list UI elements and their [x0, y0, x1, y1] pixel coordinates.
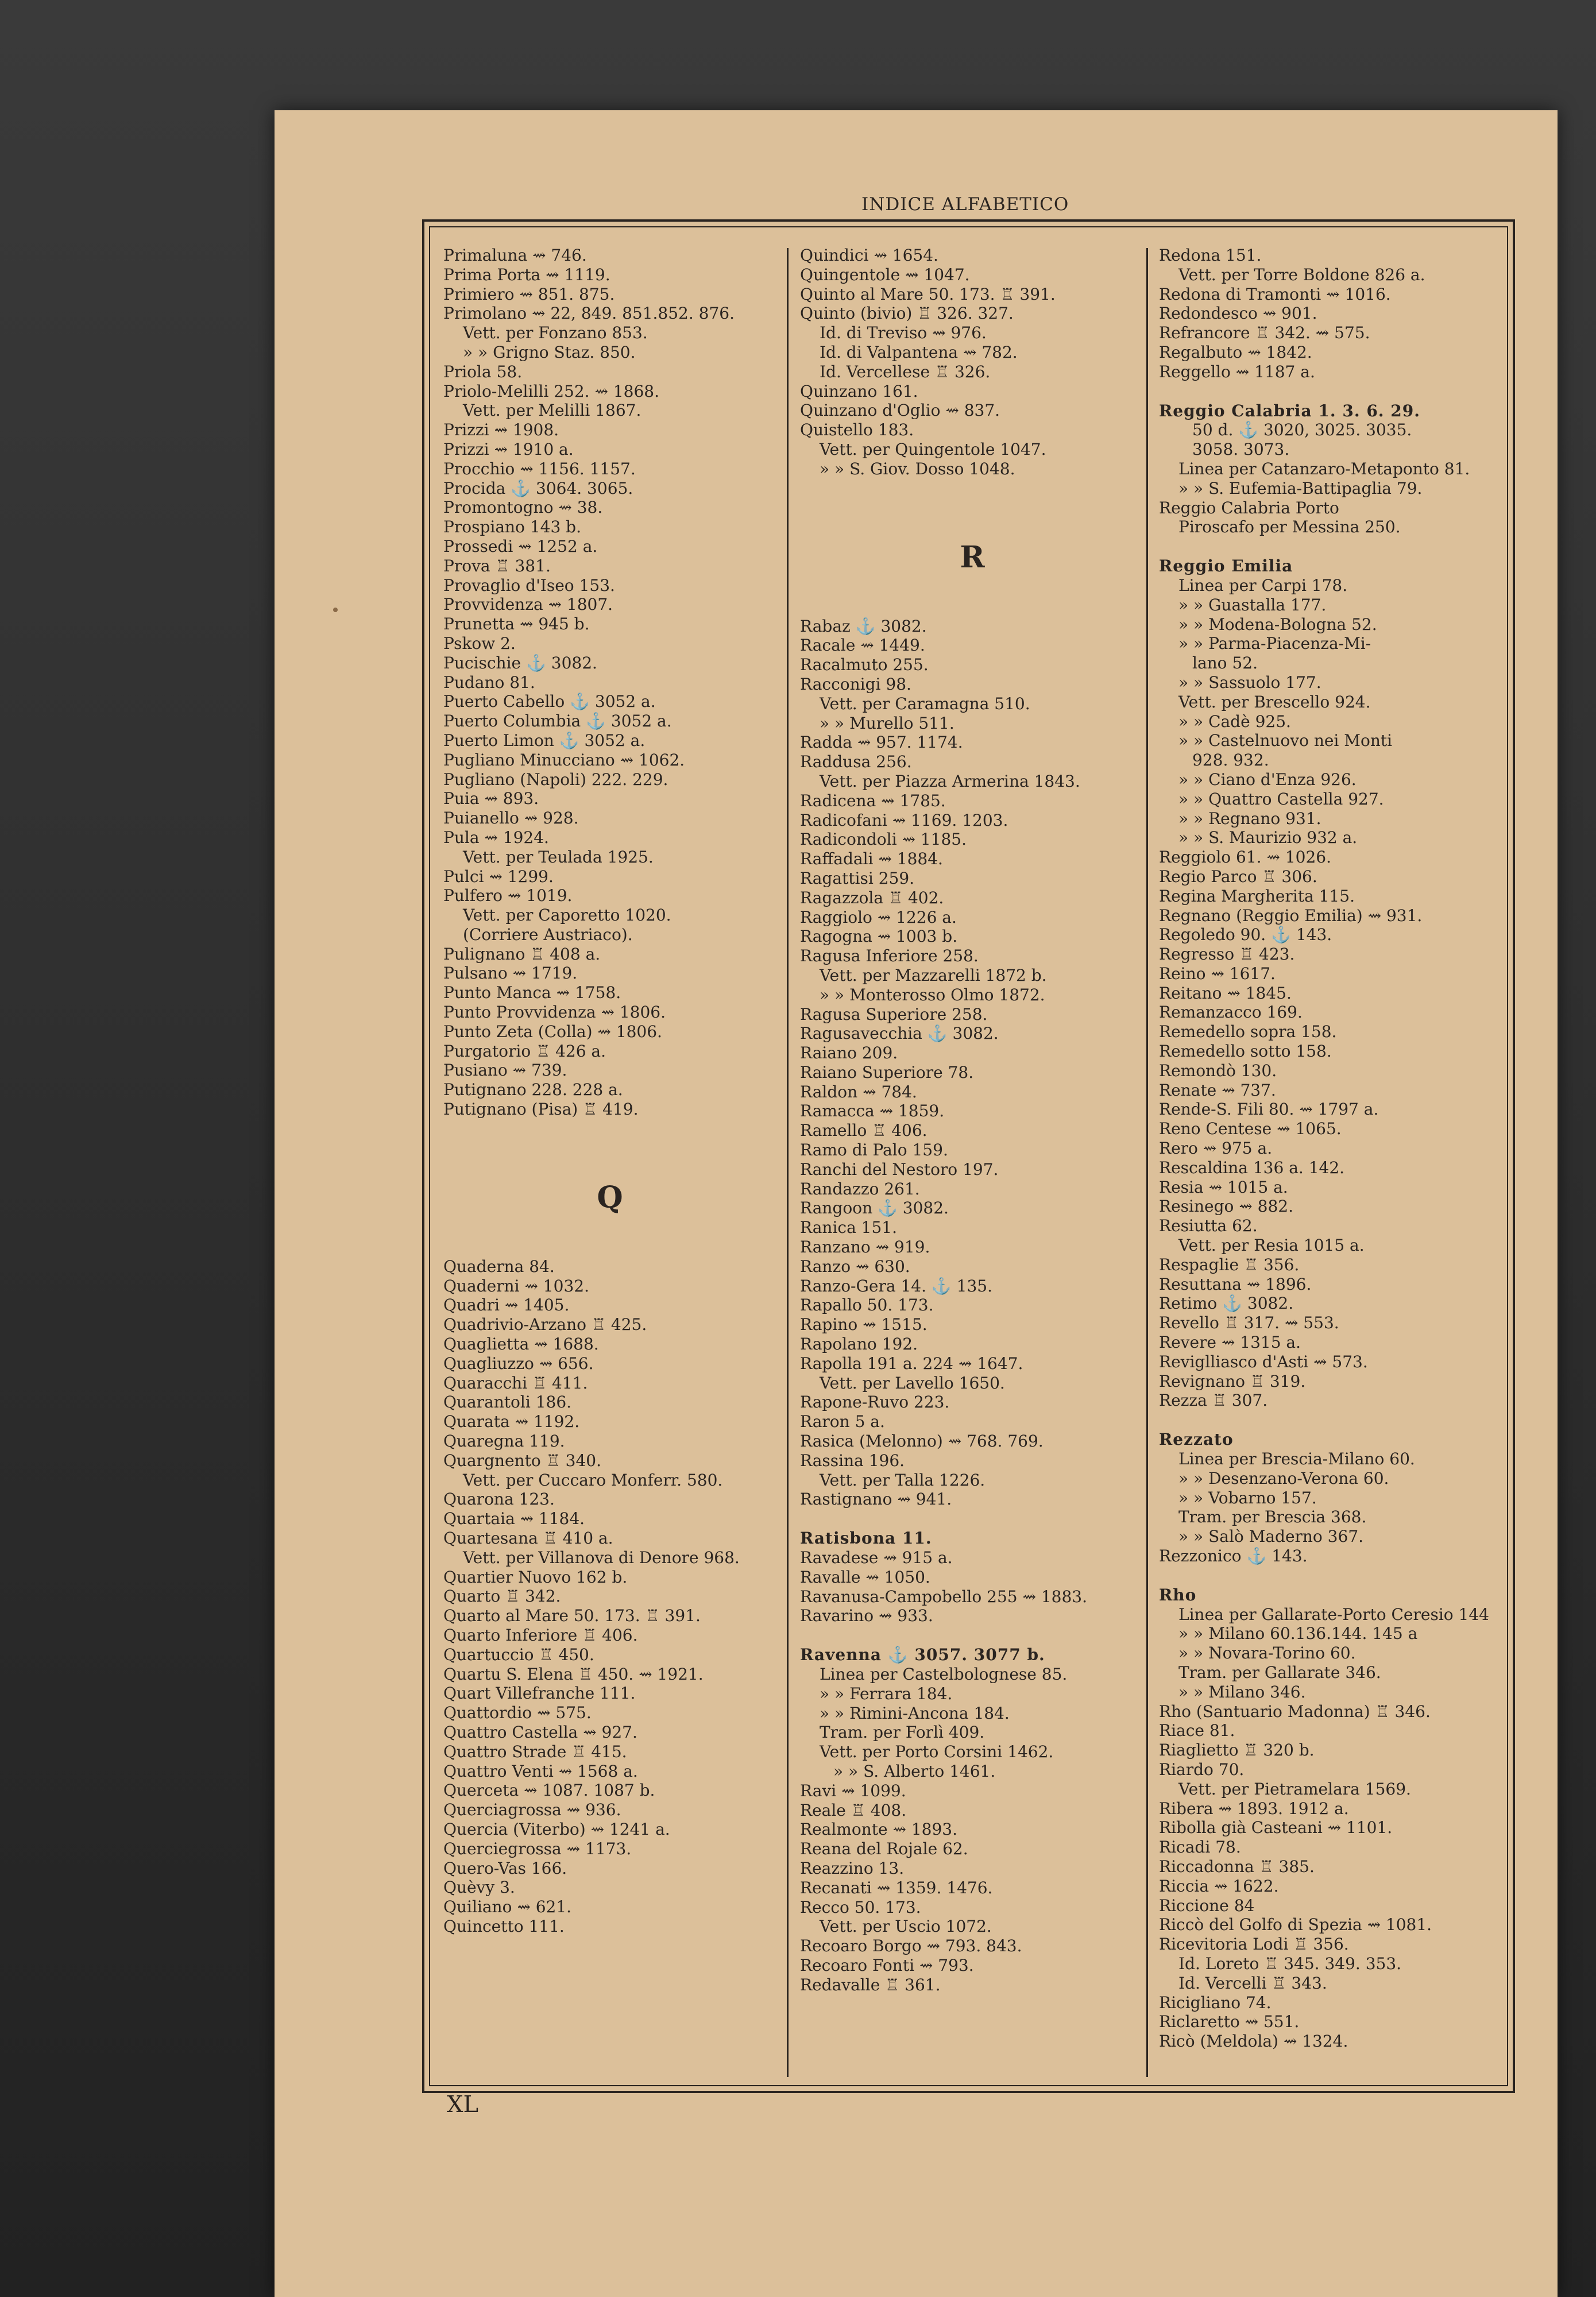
- index-entry: Primiero ⇝ 851. 875.: [443, 284, 615, 304]
- index-entry: Remedello sotto 158.: [1159, 1042, 1332, 1061]
- index-entry: Ricigliano 74.: [1159, 1993, 1272, 2012]
- index-entry: 3058. 3073.: [1192, 440, 1290, 459]
- index-entry: Ragazzola ♖ 402.: [800, 888, 944, 907]
- index-entry: Riccò del Golfo di Spezia ⇝ 1081.: [1159, 1915, 1432, 1935]
- index-entry: Ragusa Superiore 258.: [800, 1004, 988, 1024]
- index-entry: Reggio Calabria Porto: [1159, 498, 1339, 517]
- index-entry: Tram. per Forlì 409.: [820, 1723, 985, 1742]
- index-entry: » » Grigno Staz. 850.: [463, 342, 636, 362]
- spacer: [1159, 382, 1504, 401]
- index-entry: Provaglio d'Iseo 153.: [443, 575, 615, 595]
- index-entry: Recoaro Borgo ⇝ 793. 843.: [800, 1936, 1022, 1956]
- paper-spot: [333, 608, 338, 612]
- index-entry: » » Guastalla 177.: [1178, 595, 1327, 614]
- index-entry: Quarto ♖ 342.: [443, 1587, 561, 1606]
- index-entry: Ribolla già Casteani ⇝ 1101.: [1159, 1818, 1393, 1838]
- index-entry: Reggio Calabria 1. 3. 6. 29.: [1159, 401, 1421, 420]
- index-entry: Ranica 151.: [800, 1218, 898, 1238]
- index-entry: Riclaretto ⇝ 551.: [1159, 2012, 1300, 2032]
- index-entry: Retimo ⚓ 3082.: [1159, 1294, 1294, 1313]
- index-entry: Resinego ⇝ 882.: [1159, 1197, 1293, 1216]
- index-entry: Id. di Treviso ⇝ 976.: [820, 323, 987, 343]
- index-entry: Quarto Inferiore ♖ 406.: [443, 1626, 638, 1645]
- index-entry: Linea per Castelbolognese 85.: [820, 1665, 1068, 1684]
- index-entry: Ravarino ⇝ 933.: [800, 1606, 933, 1626]
- index-entry: Pulignano ♖ 408 a.: [443, 944, 601, 964]
- index-entry: Putignano (Pisa) ♖ 419.: [443, 1100, 639, 1119]
- index-entry: Linea per Gallarate-Porto Ceresio 144: [1178, 1604, 1489, 1624]
- index-entry: Tram. per Brescia 368.: [1178, 1507, 1367, 1527]
- index-entry: Rezza ♖ 307.: [1159, 1391, 1268, 1410]
- index-entry: Putignano 228. 228 a.: [443, 1080, 623, 1100]
- index-entry: Regina Margherita 115.: [1159, 886, 1355, 906]
- index-entry: Quincetto 111.: [443, 1916, 565, 1936]
- spacer: [443, 1238, 776, 1257]
- index-entry: Quattro Strade ♖ 415.: [443, 1742, 627, 1761]
- index-entry: Raldon ⇝ 784.: [800, 1082, 917, 1101]
- index-entry: Reitano ⇝ 1845.: [1159, 983, 1292, 1003]
- index-entry: Quèvy 3.: [443, 1878, 515, 1897]
- index-entry: Linea per Carpi 178.: [1178, 575, 1348, 595]
- index-entry: Ranzano ⇝ 919.: [800, 1238, 930, 1257]
- index-entry: Puianello ⇝ 928.: [443, 809, 579, 828]
- index-entry: Quistello 183.: [800, 420, 914, 440]
- index-entry: Ricadi 78.: [1159, 1838, 1241, 1857]
- index-entry: Vett. per Resia 1015 a.: [1178, 1236, 1365, 1255]
- index-entry: Rastignano ⇝ 941.: [800, 1490, 952, 1509]
- index-entry: Regnano (Reggio Emilia) ⇝ 931.: [1159, 906, 1423, 925]
- index-entry: Ricò (Meldola) ⇝ 1324.: [1159, 2032, 1348, 2051]
- index-entry: Vett. per Quingentole 1047.: [820, 439, 1046, 459]
- spacer: [800, 1626, 1145, 1645]
- index-entry: Ranzo ⇝ 630.: [800, 1256, 910, 1276]
- index-entry: Querceta ⇝ 1087. 1087 b.: [443, 1781, 655, 1800]
- index-entry: Ranzo-Gera 14. ⚓ 135.: [800, 1276, 992, 1296]
- index-entry: Raffadali ⇝ 1884.: [800, 849, 943, 869]
- index-entry: Riardo 70.: [1159, 1760, 1245, 1779]
- index-entry: Quartaia ⇝ 1184.: [443, 1509, 585, 1529]
- index-entry: Prizzi ⇝ 1908.: [443, 420, 559, 440]
- index-entry: Rapino ⇝ 1515.: [800, 1315, 928, 1335]
- index-entry: Remondò 130.: [1159, 1061, 1277, 1080]
- spacer: [443, 1139, 776, 1158]
- spacer: [443, 1158, 776, 1178]
- index-entry: Redondesco ⇝ 901.: [1159, 304, 1317, 323]
- index-entry: Racconigi 98.: [800, 674, 911, 694]
- spacer: [800, 597, 1145, 617]
- index-entry: Recoaro Fonti ⇝ 793.: [800, 1955, 974, 1975]
- index-entry: Quarona 123.: [443, 1490, 555, 1509]
- index-entry: Raron 5 a.: [800, 1412, 885, 1432]
- index-entry: Raddusa 256.: [800, 752, 912, 772]
- index-entry: Riccadonna ♖ 385.: [1159, 1857, 1315, 1876]
- spacer: [443, 1218, 776, 1238]
- index-entry: » » Desenzano-Verona 60.: [1178, 1468, 1389, 1488]
- page-header: INDICE ALFABETICO: [861, 194, 1069, 215]
- index-entry: » » S. Giov. Dosso 1048.: [820, 459, 1015, 478]
- index-entry: Ranchi del Nestoro 197.: [800, 1159, 999, 1179]
- index-entry: Priolo-Melilli 252. ⇝ 1868.: [443, 381, 659, 401]
- index-entry: Remedello sopra 158.: [1159, 1022, 1337, 1042]
- index-entry: Rabaz ⚓ 3082.: [800, 616, 927, 636]
- index-entry: Rapolano 192.: [800, 1335, 918, 1354]
- index-entry: Ravadese ⇝ 915 a.: [800, 1548, 953, 1568]
- index-entry: Radicofani ⇝ 1169. 1203.: [800, 810, 1008, 830]
- index-entry: Rescaldina 136 a. 142.: [1159, 1158, 1345, 1177]
- index-entry: Ravanusa-Campobello 255 ⇝ 1883.: [800, 1587, 1087, 1606]
- index-entry: Pusiano ⇝ 739.: [443, 1061, 567, 1080]
- index-entry: Vett. per Pietramelara 1569.: [1178, 1779, 1411, 1799]
- index-entry: Vett. per Piazza Armerina 1843.: [820, 771, 1080, 791]
- index-entry: Quaglietta ⇝ 1688.: [443, 1335, 599, 1354]
- index-entry: Ribera ⇝ 1893. 1912 a.: [1159, 1799, 1349, 1818]
- index-entry: Resia ⇝ 1015 a.: [1159, 1177, 1288, 1197]
- index-entry: Primolano ⇝ 22, 849. 851.852. 876.: [443, 304, 735, 323]
- index-entry: Rezzato: [1159, 1430, 1234, 1449]
- index-entry: Randazzo 261.: [800, 1179, 920, 1198]
- index-entry: Rapallo 50. 173.: [800, 1296, 934, 1315]
- index-entry: » » Vobarno 157.: [1178, 1488, 1317, 1507]
- index-entry: Racale ⇝ 1449.: [800, 636, 925, 655]
- index-entry: Id. Loreto ♖ 345. 349. 353.: [1178, 1954, 1402, 1973]
- index-entry: Raggiolo ⇝ 1226 a.: [800, 907, 957, 927]
- index-entry: Tram. per Gallarate 346.: [1178, 1662, 1381, 1682]
- column-divider: [787, 248, 789, 2077]
- index-entry: Quagliuzzo ⇝ 656.: [443, 1354, 594, 1373]
- index-entry: Resuttana ⇝ 1896.: [1159, 1274, 1312, 1294]
- index-entry: » » Sassuolo 177.: [1178, 672, 1321, 692]
- index-entry: Rassina 196.: [800, 1451, 905, 1470]
- index-entry: Rasica (Melonno) ⇝ 768. 769.: [800, 1432, 1044, 1451]
- index-entry: Quarantoli 186.: [443, 1393, 572, 1412]
- index-entry: Quartuccio ♖ 450.: [443, 1645, 594, 1664]
- index-entry: Respaglie ♖ 356.: [1159, 1255, 1300, 1274]
- index-entry: Revere ⇝ 1315 a.: [1159, 1333, 1301, 1352]
- index-entry: Rapolla 191 a. 224 ⇝ 1647.: [800, 1354, 1023, 1373]
- index-entry: Racalmuto 255.: [800, 655, 929, 675]
- index-entry: 928. 932.: [1192, 751, 1269, 770]
- index-entry: Procida ⚓ 3064. 3065.: [443, 478, 633, 498]
- index-entry: Riccione 84: [1159, 1896, 1255, 1915]
- index-entry: Ratisbona 11.: [800, 1529, 932, 1548]
- index-entry: » » Parma-Piacenza-Mi-: [1178, 634, 1371, 653]
- index-entry: Id. Vercelli ♖ 343.: [1178, 1973, 1327, 1993]
- index-entry: Prima Porta ⇝ 1119.: [443, 265, 610, 284]
- index-entry: lano 52.: [1192, 653, 1258, 673]
- index-entry: Pucischie ⚓ 3082.: [443, 653, 597, 672]
- index-entry: » » Rimini-Ancona 184.: [820, 1703, 1010, 1723]
- spacer: [1159, 1410, 1504, 1430]
- index-entry: Reana del Rojale 62.: [800, 1839, 968, 1859]
- index-entry: Puerto Limon ⚓ 3052 a.: [443, 730, 646, 750]
- index-entry: Quadri ⇝ 1405.: [443, 1296, 570, 1315]
- index-entry: » » Murello 511.: [820, 713, 954, 733]
- index-entry: Quingentole ⇝ 1047.: [800, 265, 970, 284]
- index-entry: Pudano 81.: [443, 672, 535, 692]
- index-entry: Pulsano ⇝ 1719.: [443, 964, 578, 983]
- index-entry: Vett. per Mazzarelli 1872 b.: [820, 965, 1047, 985]
- index-entry: Quercia (Viterbo) ⇝ 1241 a.: [443, 1819, 670, 1839]
- index-entry: Punto Manca ⇝ 1758.: [443, 983, 621, 1003]
- index-entry: Ragusa Inferiore 258.: [800, 946, 979, 966]
- index-entry: Quargnento ♖ 340.: [443, 1451, 601, 1470]
- index-entry: Id. Vercellese ♖ 326.: [820, 362, 991, 381]
- index-entry: Provvidenza ⇝ 1807.: [443, 595, 613, 614]
- index-entry: Revello ♖ 317. ⇝ 553.: [1159, 1313, 1339, 1333]
- index-entry: Ravalle ⇝ 1050.: [800, 1567, 930, 1587]
- section-letter: R: [960, 539, 985, 575]
- index-entry: Quaregna 119.: [443, 1432, 565, 1451]
- index-entry: Vett. per Uscio 1072.: [820, 1917, 992, 1936]
- index-entry: Quattro Venti ⇝ 1568 a.: [443, 1761, 638, 1781]
- index-entry: Vett. per Cuccaro Monferr. 580.: [463, 1470, 723, 1490]
- index-entry: Prunetta ⇝ 945 b.: [443, 614, 590, 634]
- index-entry: Remanzacco 169.: [1159, 1003, 1303, 1022]
- index-entry: Rho (Santuario Madonna) ♖ 346.: [1159, 1702, 1431, 1721]
- index-entry: Redona 151.: [1159, 246, 1262, 265]
- index-entry: » » Monterosso Olmo 1872.: [820, 985, 1045, 1004]
- index-entry: Quadrivio-Arzano ♖ 425.: [443, 1315, 647, 1335]
- index-entry: Reale ♖ 408.: [800, 1800, 907, 1820]
- index-entry: » » S. Maurizio 932 a.: [1178, 828, 1358, 848]
- index-entry: Quaderni ⇝ 1032.: [443, 1276, 589, 1296]
- index-entry: Vett. per Teulada 1925.: [463, 847, 654, 867]
- index-entry: Quarto al Mare 50. 173. ♖ 391.: [443, 1606, 701, 1626]
- index-entry: Ravenna ⚓ 3057. 3077 b.: [800, 1645, 1045, 1665]
- index-entry: Reggio Emilia: [1159, 556, 1293, 576]
- index-entry: Punto Zeta (Colla) ⇝ 1806.: [443, 1022, 662, 1041]
- index-entry: Procchio ⇝ 1156. 1157.: [443, 459, 636, 478]
- index-entry: Ravi ⇝ 1099.: [800, 1781, 906, 1800]
- index-entry: Pugliano Minucciano ⇝ 1062.: [443, 750, 685, 769]
- index-entry: Priola 58.: [443, 362, 523, 381]
- index-entry: Vett. per Caramagna 510.: [820, 694, 1030, 713]
- index-entry: Rangoon ⚓ 3082.: [800, 1198, 949, 1218]
- index-entry: » » S. Eufemia-Battipaglia 79.: [1178, 478, 1423, 498]
- index-entry: Vett. per Caporetto 1020.: [463, 906, 671, 925]
- index-entry: Reggello ⇝ 1187 a.: [1159, 362, 1315, 381]
- index-entry: Rero ⇝ 975 a.: [1159, 1139, 1273, 1158]
- index-entry: 50 d. ⚓ 3020, 3025. 3035.: [1192, 420, 1412, 440]
- index-entry: Pulci ⇝ 1299.: [443, 867, 554, 886]
- index-entry: Regresso ♖ 423.: [1159, 945, 1295, 964]
- index-entry: Piroscafo per Messina 250.: [1178, 517, 1401, 537]
- index-entry: Punto Provvidenza ⇝ 1806.: [443, 1003, 666, 1022]
- spacer: [1159, 537, 1504, 556]
- index-entry: Vett. per Talla 1226.: [820, 1470, 986, 1490]
- index-entry: Prizzi ⇝ 1910 a.: [443, 439, 574, 459]
- index-entry: Prova ♖ 381.: [443, 556, 551, 575]
- index-entry: Ramo di Palo 159.: [800, 1140, 948, 1160]
- index-entry: Linea per Catanzaro-Metaponto 81.: [1178, 459, 1470, 478]
- index-entry: Querciagrossa ⇝ 936.: [443, 1800, 621, 1820]
- index-entry: Vett. per Brescello 924.: [1178, 692, 1371, 711]
- index-entry: Reino ⇝ 1617.: [1159, 964, 1276, 983]
- index-entry: » » Salò Maderno 367.: [1178, 1527, 1364, 1546]
- index-entry: Riccia ⇝ 1622.: [1159, 1876, 1279, 1896]
- index-entry: Ragattisi 259.: [800, 868, 915, 888]
- index-entry: Purgatorio ♖ 426 a.: [443, 1041, 606, 1061]
- index-entry: Quindici ⇝ 1654.: [800, 246, 938, 265]
- index-entry: Quartier Nuovo 162 b.: [443, 1567, 628, 1587]
- index-entry: » » Ferrara 184.: [820, 1684, 953, 1703]
- index-entry: Ramacca ⇝ 1859.: [800, 1101, 945, 1121]
- index-entry: Pugliano (Napoli) 222. 229.: [443, 769, 668, 789]
- index-entry: Recco 50. 173.: [800, 1897, 921, 1917]
- index-column-3: [1159, 246, 1504, 2051]
- index-entry: Quinzano 161.: [800, 381, 918, 401]
- index-entry: Ragogna ⇝ 1003 b.: [800, 927, 958, 946]
- index-entry: Prospiano 143 b.: [443, 517, 581, 537]
- index-entry: Reazzino 13.: [800, 1858, 905, 1878]
- index-entry: Regalbuto ⇝ 1842.: [1159, 342, 1312, 362]
- index-entry: Quinto al Mare 50. 173. ♖ 391.: [800, 284, 1056, 304]
- index-entry: Reviglliasco d'Asti ⇝ 573.: [1159, 1352, 1368, 1371]
- index-entry: Vett. per Torre Boldone 826 a.: [1178, 265, 1425, 284]
- index-entry: Primaluna ⇝ 746.: [443, 246, 587, 265]
- index-entry: Promontogno ⇝ 38.: [443, 498, 603, 517]
- index-entry: Linea per Brescia-Milano 60.: [1178, 1449, 1415, 1469]
- index-entry: Quarata ⇝ 1192.: [443, 1412, 580, 1432]
- index-entry: Raiano 209.: [800, 1043, 898, 1063]
- index-entry: » » Modena-Bologna 52.: [1178, 614, 1377, 634]
- index-entry: Quaracchi ♖ 411.: [443, 1373, 588, 1393]
- index-entry: Quart Villefranche 111.: [443, 1684, 636, 1703]
- index-entry: Rezzonico ⚓ 143.: [1159, 1546, 1308, 1565]
- index-entry: Quero-Vas 166.: [443, 1858, 567, 1878]
- index-entry: Vett. per Lavello 1650.: [820, 1373, 1005, 1393]
- index-entry: » » Milano 60.136.144. 145 a: [1178, 1624, 1418, 1644]
- index-entry: Quartesana ♖ 410 a.: [443, 1529, 613, 1548]
- spacer: [1159, 1566, 1504, 1586]
- index-entry: Reggiolo 61. ⇝ 1026.: [1159, 848, 1331, 867]
- index-entry: » » Castelnuovo nei Monti: [1178, 731, 1393, 751]
- index-entry: Reno Centese ⇝ 1065.: [1159, 1119, 1342, 1139]
- index-entry: Recanati ⇝ 1359. 1476.: [800, 1878, 993, 1897]
- spacer: [443, 1119, 776, 1139]
- index-entry: Puerto Columbia ⚓ 3052 a.: [443, 711, 672, 731]
- index-entry: Regoledo 90. ⚓ 143.: [1159, 925, 1332, 945]
- index-entry: » » Cadè 925.: [1178, 711, 1291, 731]
- index-entry: Radicena ⇝ 1785.: [800, 791, 946, 810]
- index-entry: Redavalle ♖ 361.: [800, 1975, 941, 1994]
- index-entry: Id. di Valpantena ⇝ 782.: [820, 342, 1018, 362]
- index-entry: Resiutta 62.: [1159, 1216, 1258, 1236]
- index-entry: Quartu S. Elena ♖ 450. ⇝ 1921.: [443, 1664, 704, 1684]
- spacer: [800, 578, 1145, 597]
- index-entry: Quaderna 84.: [443, 1256, 555, 1276]
- index-entry: Pskow 2.: [443, 633, 516, 653]
- index-entry: Refrancore ♖ 342. ⇝ 575.: [1159, 323, 1370, 343]
- index-entry: Riace 81.: [1159, 1721, 1235, 1741]
- index-entry: Ragusavecchia ⚓ 3082.: [800, 1024, 999, 1043]
- index-entry: Vett. per Porto Corsini 1462.: [820, 1742, 1054, 1762]
- index-entry: Vett. per Melilli 1867.: [463, 401, 642, 420]
- index-entry: Ramello ♖ 406.: [800, 1121, 928, 1140]
- column-divider: [1146, 248, 1148, 2077]
- page-number: XL: [447, 2091, 479, 2118]
- spacer: [800, 518, 1145, 537]
- index-entry: Quattordio ⇝ 575.: [443, 1703, 592, 1723]
- index-entry: Regio Parco ♖ 306.: [1159, 867, 1317, 886]
- index-entry: Quinto (bivio) ♖ 326. 327.: [800, 304, 1014, 323]
- section-letter: Q: [597, 1180, 623, 1215]
- index-entry: Ricevitoria Lodi ♖ 356.: [1159, 1935, 1349, 1954]
- index-entry: Puia ⇝ 893.: [443, 789, 539, 809]
- index-entry: Quiliano ⇝ 621.: [443, 1897, 572, 1917]
- index-column-1: [443, 246, 776, 1936]
- index-entry: Renate ⇝ 737.: [1159, 1080, 1276, 1100]
- index-entry: » » Milano 346.: [1178, 1682, 1306, 1702]
- spacer: [800, 479, 1145, 498]
- index-entry: Querciegrossa ⇝ 1173.: [443, 1839, 632, 1858]
- index-entry: Radicondoli ⇝ 1185.: [800, 830, 967, 849]
- index-entry: Puerto Cabello ⚓ 3052 a.: [443, 692, 656, 711]
- index-entry: » » Ciano d'Enza 926.: [1178, 769, 1357, 789]
- index-entry: Pula ⇝ 1924.: [443, 827, 549, 847]
- index-entry: Rapone-Ruvo 223.: [800, 1393, 950, 1412]
- index-column-2: [800, 246, 1145, 1995]
- index-entry: Vett. per Villanova di Denore 968.: [463, 1548, 740, 1567]
- spacer: [800, 498, 1145, 518]
- index-entry: Pulfero ⇝ 1019.: [443, 886, 573, 906]
- index-entry: » » Quattro Castella 927.: [1178, 789, 1384, 809]
- index-entry: Vett. per Fonzano 853.: [463, 323, 648, 343]
- index-entry: Realmonte ⇝ 1893.: [800, 1820, 957, 1839]
- index-entry: Revignano ♖ 319.: [1159, 1371, 1306, 1391]
- index-entry: Quinzano d'Oglio ⇝ 837.: [800, 401, 1000, 420]
- spacer: [800, 1509, 1145, 1529]
- index-entry: » » Regnano 931.: [1178, 809, 1321, 828]
- index-entry: » » S. Alberto 1461.: [833, 1761, 996, 1781]
- index-entry: Redona di Tramonti ⇝ 1016.: [1159, 284, 1391, 304]
- index-entry: Rho: [1159, 1585, 1197, 1604]
- index-entry: Quattro Castella ⇝ 927.: [443, 1722, 637, 1742]
- index-entry: Riaglietto ♖ 320 b.: [1159, 1741, 1315, 1760]
- index-entry: Prossedi ⇝ 1252 a.: [443, 536, 598, 556]
- index-entry: Radda ⇝ 957. 1174.: [800, 733, 963, 752]
- index-entry: (Corriere Austriaco).: [463, 925, 633, 944]
- index-entry: Rende-S. Fili 80. ⇝ 1797 a.: [1159, 1100, 1379, 1119]
- index-entry: » » Novara-Torino 60.: [1178, 1644, 1356, 1663]
- index-entry: Raiano Superiore 78.: [800, 1062, 974, 1082]
